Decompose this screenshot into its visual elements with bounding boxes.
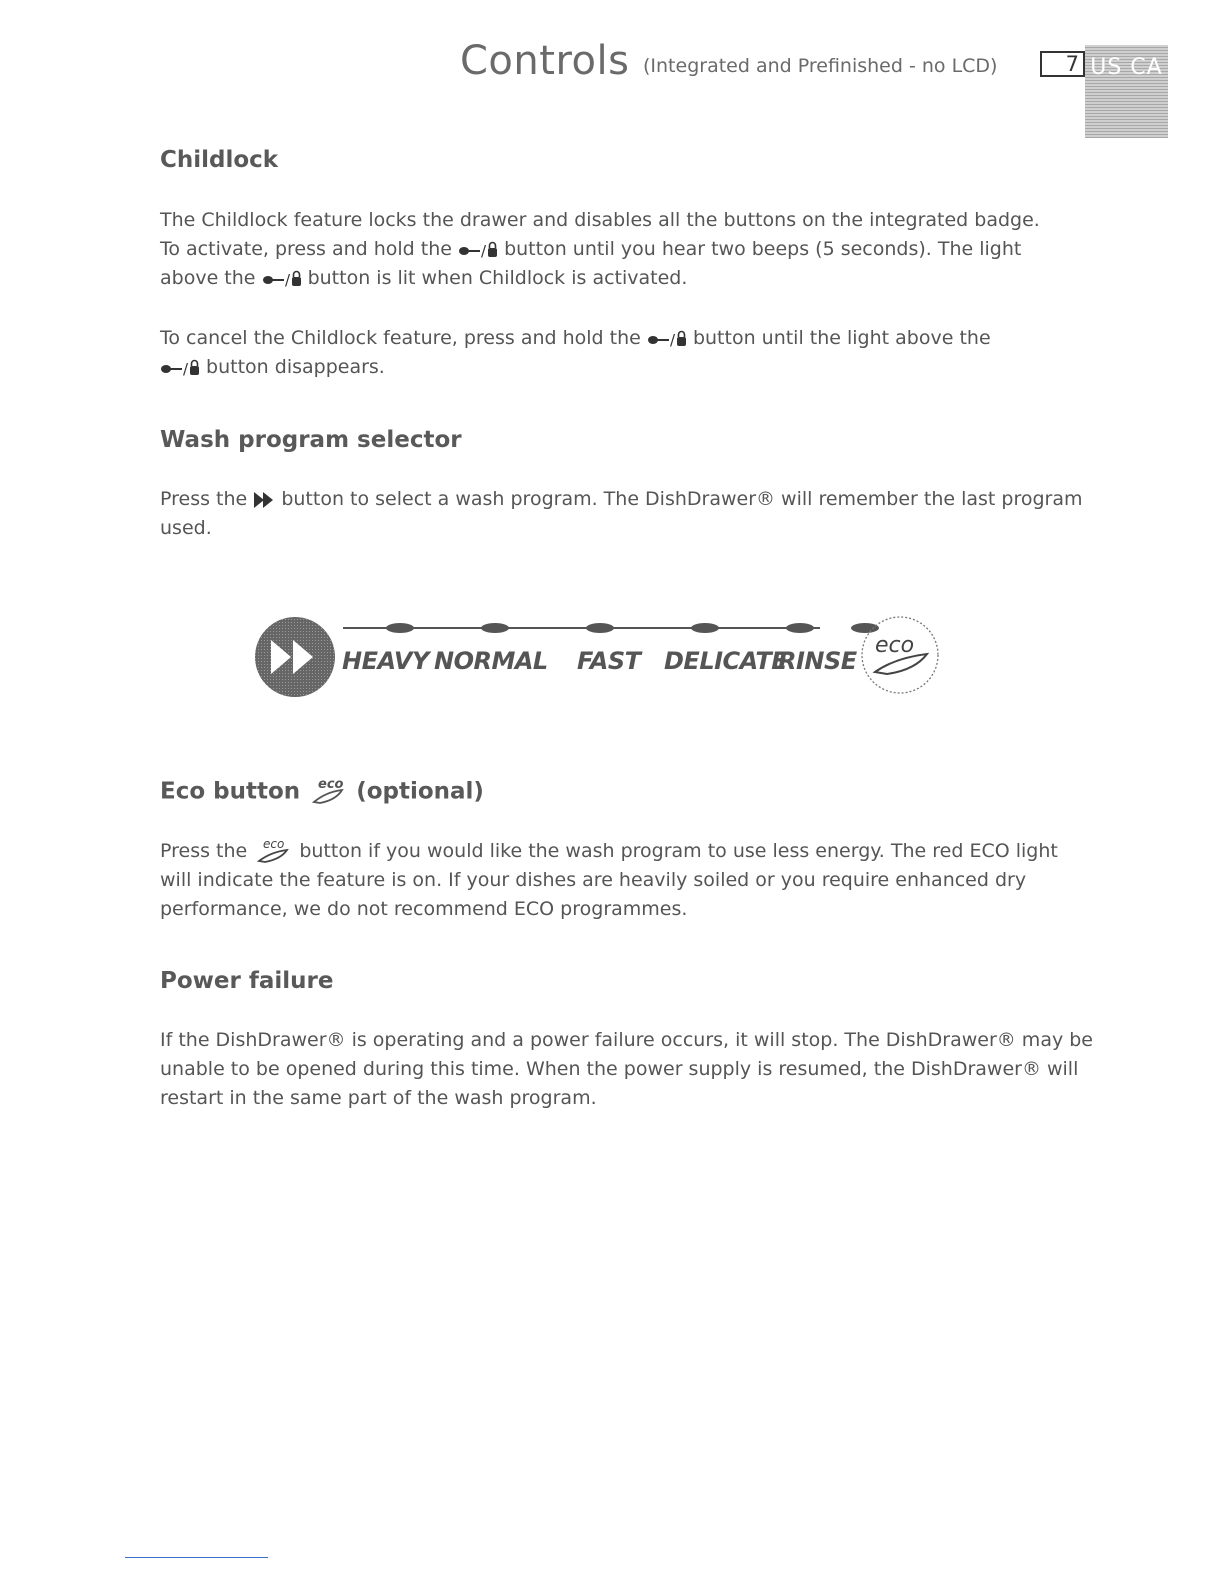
svg-text:/: / (481, 241, 487, 259)
page-number: 7 (1040, 51, 1085, 77)
page-title: Controls (460, 38, 630, 84)
program-label-rinse: RINSE (778, 647, 857, 675)
key-lock-icon (647, 330, 687, 348)
program-label-heavy: HEAVY (342, 647, 429, 675)
text-line: restart in the same part of the wash program. (160, 1087, 597, 1109)
eco-icon (308, 776, 348, 808)
text-line: Press the button to select a wash program. The DishDrawer® will remember the last program (160, 488, 1083, 510)
childlock-heading: Childlock (160, 147, 279, 173)
text-line: To activate, press and hold the / button until you hear two beeps (5 seconds). The light (160, 238, 1022, 260)
svg-text:/: / (183, 359, 189, 377)
page-subtitle: (Integrated and Prefinished - no LCD) (643, 55, 998, 77)
eco-paragraph (160, 837, 1058, 924)
text-line: performance, we do not recommend ECO programmes. (160, 898, 688, 920)
power-failure-heading: Power failure (160, 968, 334, 994)
locale-label: US CA (1090, 55, 1163, 80)
program-select-button (255, 617, 335, 697)
indicator-light-fast (586, 623, 614, 633)
indicator-light-rinse (786, 623, 814, 633)
text-line: If the DishDrawer® is operating and a power failure occurs, it will stop. The DishDrawer® may be (160, 1029, 1093, 1051)
svg-text:/: / (669, 330, 675, 348)
indicator-light-delicate (691, 623, 719, 633)
key-lock-icon (160, 359, 200, 377)
eco-button-label: eco (875, 633, 915, 658)
childlock-paragraph-2 (160, 324, 991, 382)
wash-program-heading: Wash program selector (160, 427, 462, 453)
program-label-normal: NORMAL (434, 647, 548, 675)
eco-icon (253, 838, 293, 866)
program-label-fast: FAST (577, 647, 641, 675)
svg-text:/: / (284, 270, 290, 288)
indicator-light-normal (481, 623, 509, 633)
text-line: To cancel the Childlock feature, press and hold the / button until the light above the (160, 327, 991, 349)
text-line: above the / button is lit when Childlock is activated. (160, 267, 688, 289)
eco-heading: Eco button eco (optional) (160, 776, 484, 808)
key-lock-icon (262, 270, 302, 288)
svg-text:eco: eco (263, 837, 285, 851)
power-failure-paragraph (160, 1026, 1093, 1113)
text-line: used. (160, 517, 212, 539)
key-lock-icon (458, 241, 498, 259)
indicator-light-heavy (386, 623, 414, 633)
text-line: / button disappears. (160, 353, 991, 382)
text-line: Press the eco button if you would like the wash program to use less energy. The red ECO light (160, 837, 1058, 866)
fast-forward-icon (253, 490, 275, 510)
wash-program-paragraph (160, 485, 1083, 543)
footer-link-underline (125, 1557, 268, 1558)
eco-button (862, 617, 938, 693)
indicator-light-eco (851, 623, 879, 633)
text-line: The Childlock feature locks the drawer and disables all the buttons on the integrated badge. (160, 209, 1040, 231)
childlock-paragraph-1 (160, 206, 1040, 293)
svg-text:eco: eco (318, 777, 344, 792)
program-label-delicate: DELICATE (664, 647, 788, 675)
text-line: will indicate the feature is on. If your dishes are heavily soiled or you require enhanced dry (160, 869, 1027, 891)
text-line: unable to be opened during this time. When the power supply is resumed, the DishDrawer® will (160, 1058, 1079, 1080)
